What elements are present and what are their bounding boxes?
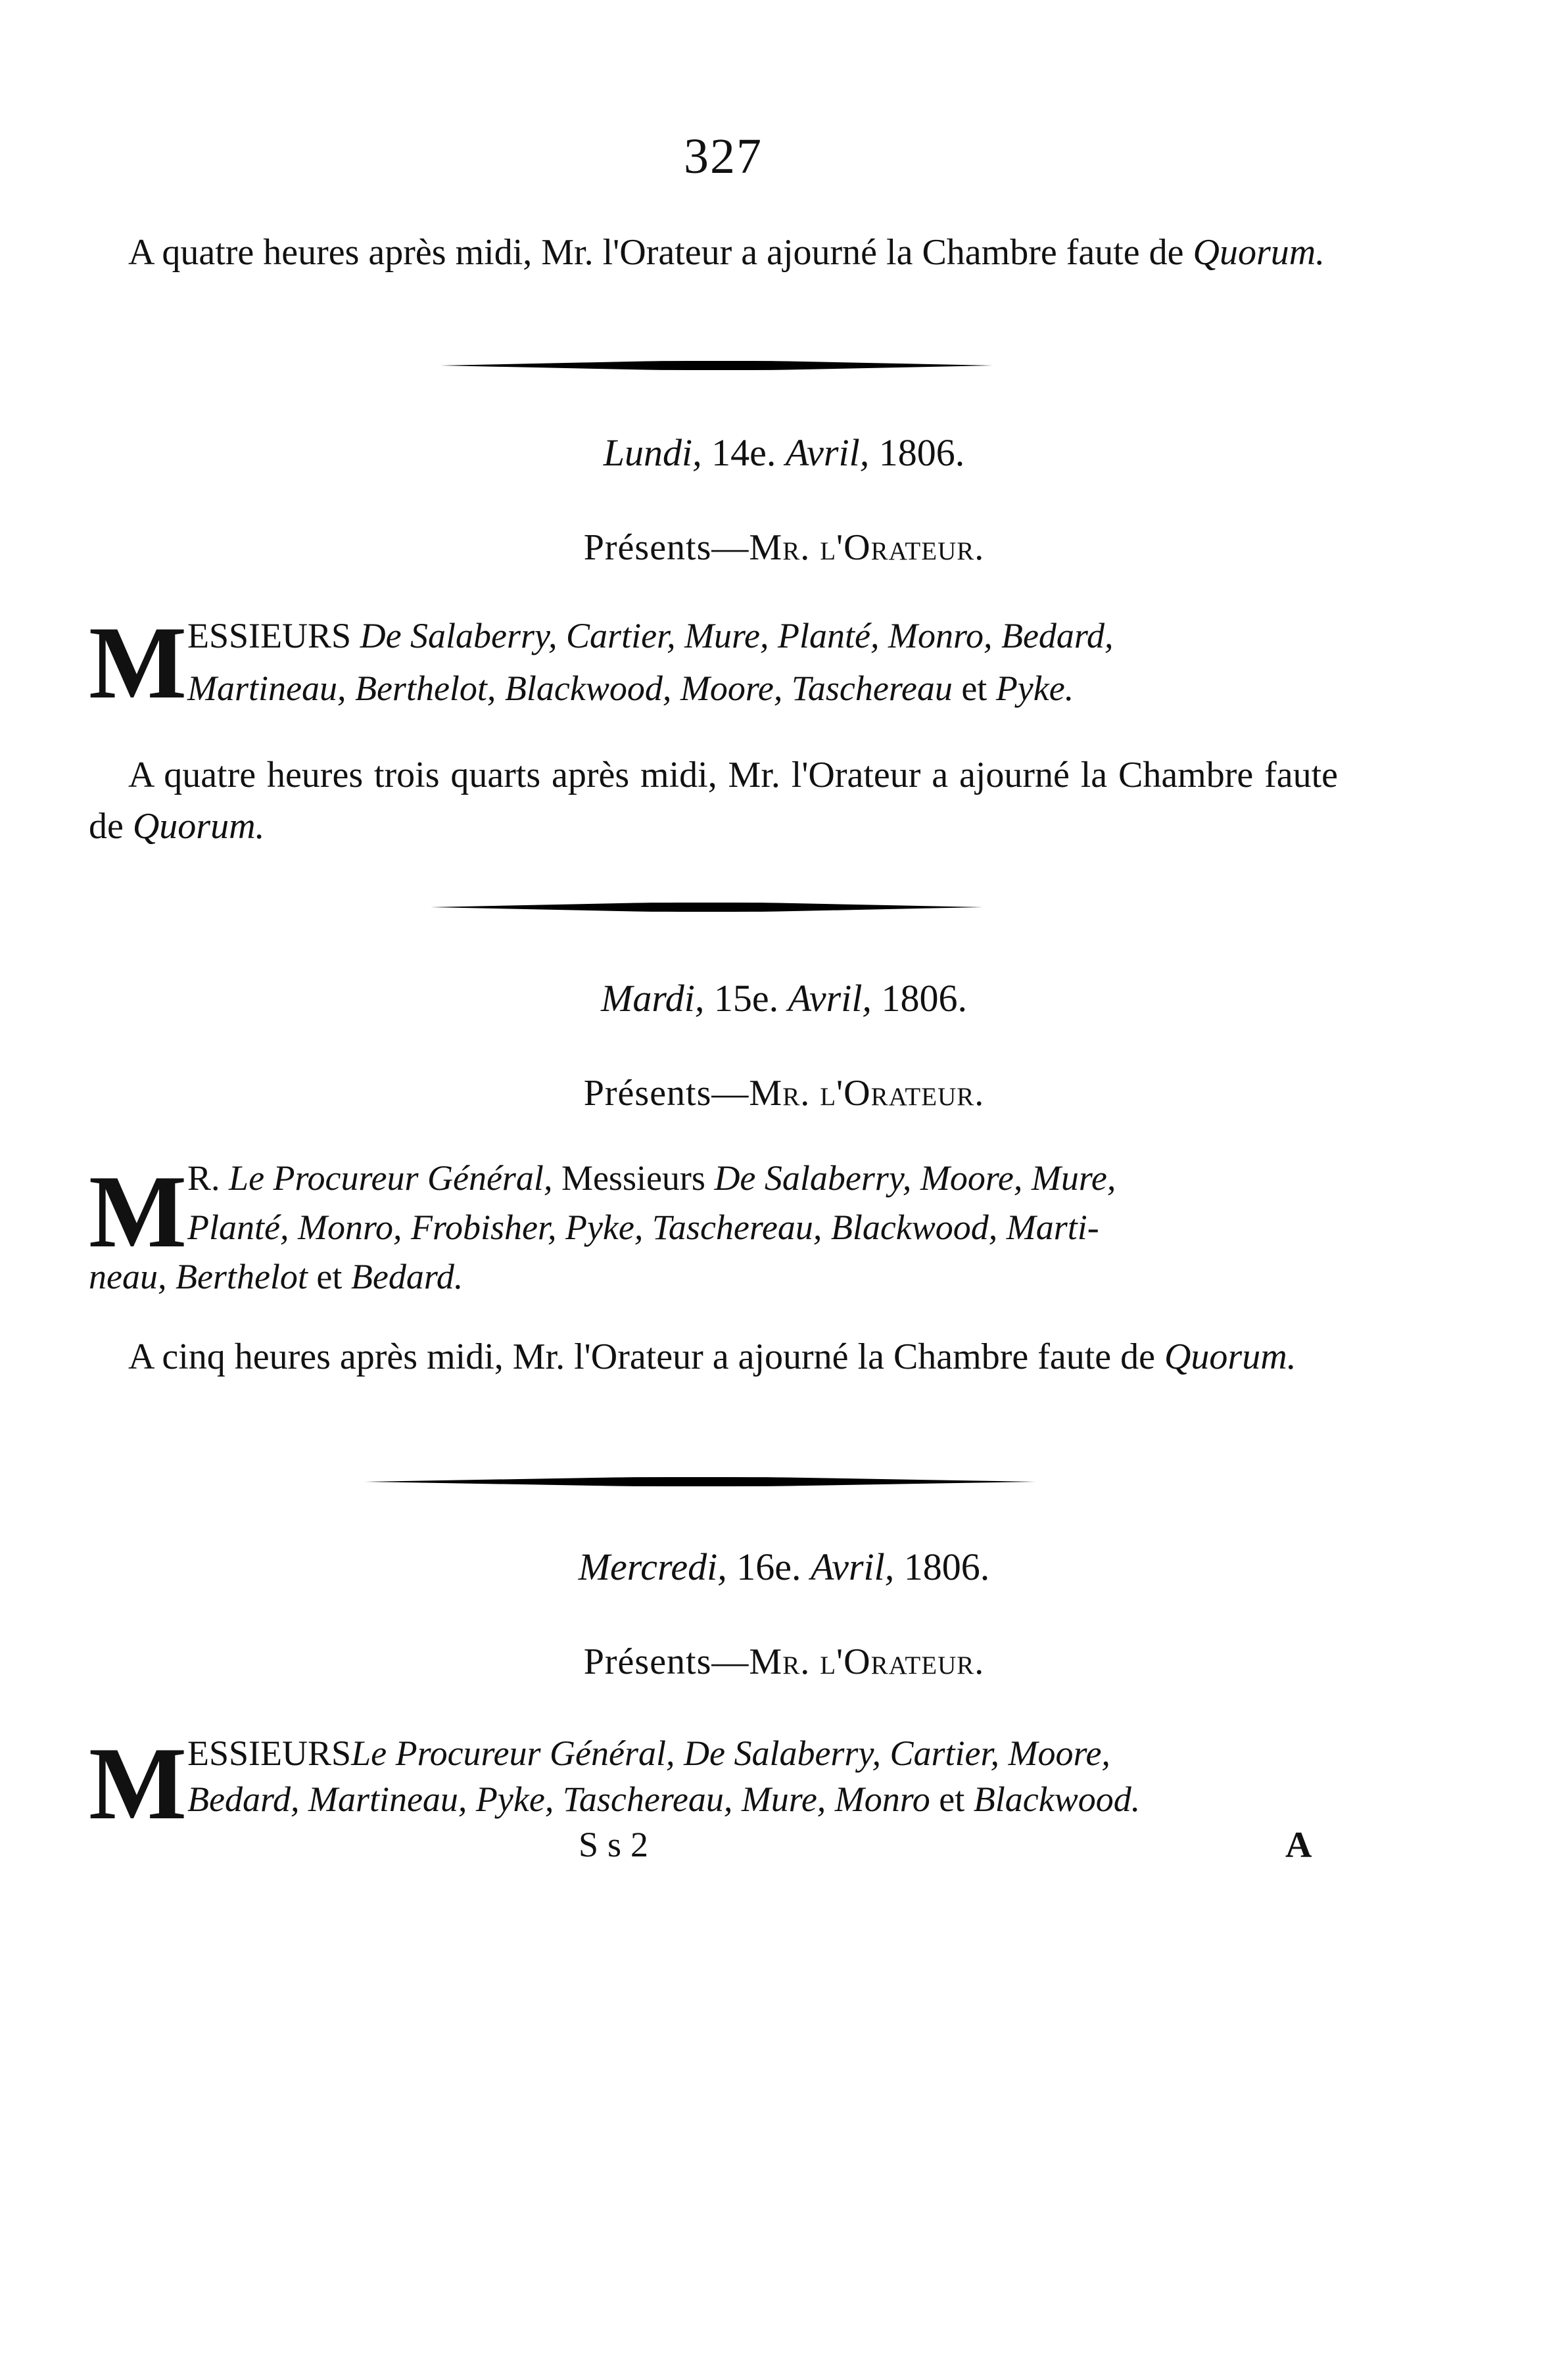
attendance-entry (89, 605, 1338, 720)
catchword: A (1285, 1825, 1312, 1866)
drop-cap: M (89, 1726, 187, 1841)
attendance-line: ESSIEURS De Salaberry, Cartier, Mure, Planté, Monro, Bedard, (187, 616, 1114, 655)
intro-text: A quatre heures après midi, Mr. l'Orateur a ajourné la Chambre faute de (128, 232, 1193, 273)
signature-mark: Ss2 (579, 1825, 658, 1864)
drop-cap: M (89, 1154, 187, 1269)
attendance-line: Bedard, Martineau, Pyke, Taschereau, Mure, Monro et Blackwood. (187, 1780, 1141, 1819)
attendance-entry (89, 1726, 1338, 1841)
closing-paragraph: A cinq heures après midi, Mr. l'Orateur a ajourné la Chambre faute de Quorum. (128, 1336, 1296, 1377)
section-rule (365, 1477, 1035, 1486)
presents-line: Présents—Mr. l'Orateur. (583, 1073, 985, 1114)
attendance-line: ESSIEURSLe Procureur Général, De Salaberry, Cartier, Moore, (187, 1733, 1110, 1773)
closing-paragraph: A quatre heures trois quarts après midi, Mr. l'Orateur a ajourné la Chambre faute de Quorum. (89, 755, 1338, 847)
attendance-entry (89, 1154, 1338, 1318)
session-date: Mercredi, 16e. Avril, 1806. (578, 1545, 990, 1588)
page-number: 327 (684, 129, 763, 184)
attendance-line: Martineau, Berthelot, Blackwood, Moore, Taschereau et Pyke. (187, 669, 1074, 708)
session-date: Lundi, 14e. Avril, 1806. (603, 431, 965, 474)
presents-line: Présents—Mr. l'Orateur. (583, 1641, 985, 1682)
section-rule (431, 903, 983, 912)
presents-line: Présents—Mr. l'Orateur. (583, 527, 985, 568)
attendance-line: neau, Berthelot et Bedard. (89, 1257, 463, 1296)
intro-paragraph (89, 227, 1338, 278)
attendance-line: Planté, Monro, Frobisher, Pyke, Taschereau, Blackwood, Marti- (187, 1208, 1099, 1247)
drop-cap: M (89, 605, 187, 720)
intro-quorum: Quorum. (1193, 232, 1325, 273)
session-date: Mardi, 15e. Avril, 1806. (601, 977, 967, 1020)
section-rule (440, 361, 993, 370)
attendance-line: R. Le Procureur Général, Messieurs De Salaberry, Moore, Mure, (187, 1158, 1116, 1198)
